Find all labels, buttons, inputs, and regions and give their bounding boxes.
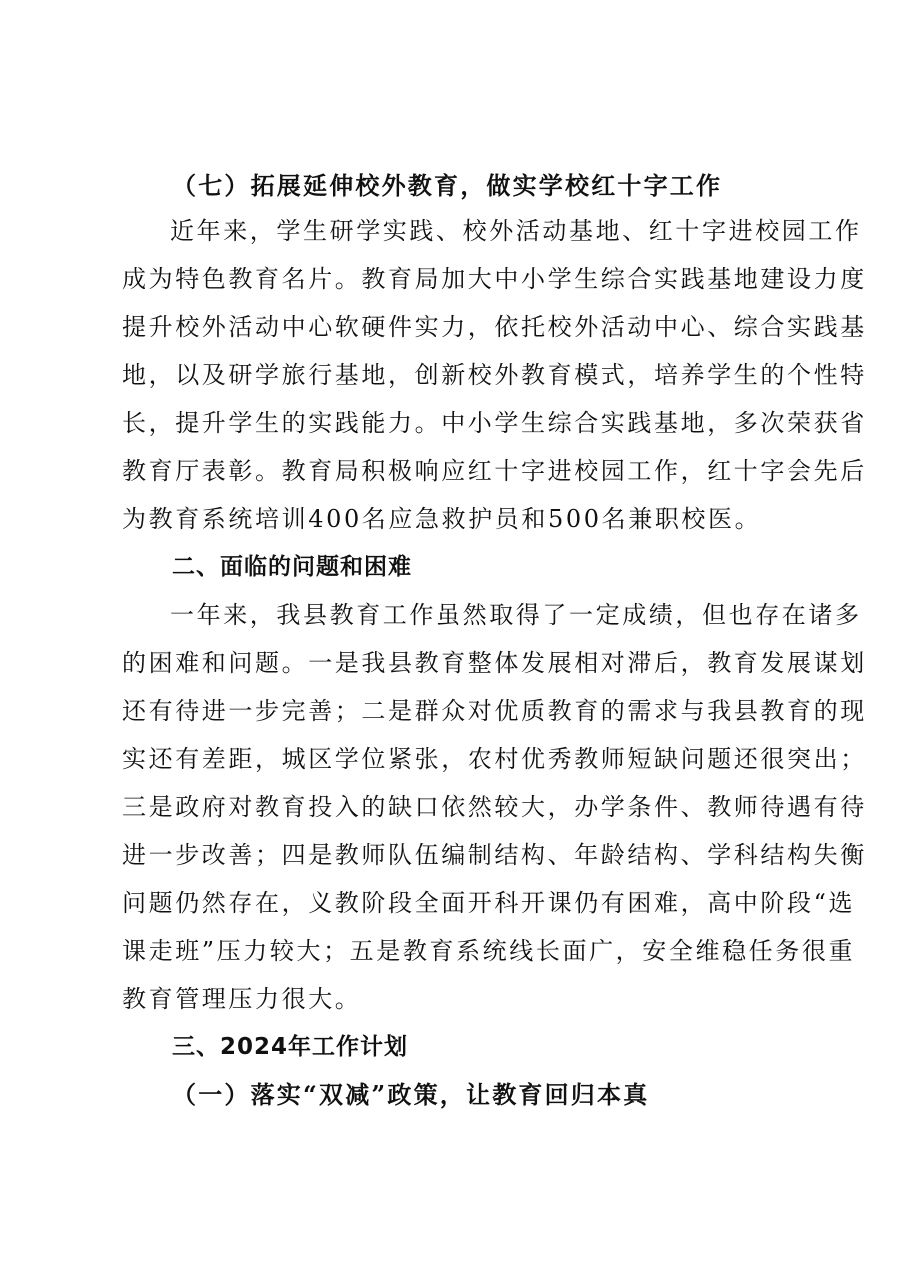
paragraph-2-line-1: 一年来，我县教育工作虽然取得了一定成绩，但也存在诸多 bbox=[170, 601, 862, 629]
paragraph-1-line-7: 为教育系统培训400名应急救护员和500名兼职校医。 bbox=[122, 505, 762, 533]
subsection-1-heading: （一）落实“双减”政策，让教育回归本真 bbox=[172, 1080, 650, 1109]
paragraph-2-line-6: 进一步改善；四是教师队伍编制结构、年龄结构、学科结构失衡 bbox=[122, 841, 867, 869]
paragraph-1-line-2: 成为特色教育名片。教育局加大中小学生综合实践基地建设力度 bbox=[122, 265, 867, 293]
paragraph-2-line-9: 教育管理压力很大。 bbox=[122, 985, 362, 1013]
paragraph-2-line-8: 课走班”压力较大；五是教育系统线长面广，安全维稳任务很重 bbox=[122, 937, 856, 965]
paragraph-1-line-1: 近年来，学生研学实践、校外活动基地、红十字进校园工作 bbox=[170, 217, 862, 245]
paragraph-2-line-2: 的困难和问题。一是我县教育整体发展相对滞后，教育发展谋划 bbox=[122, 649, 867, 677]
paragraph-2-line-3: 还有待进一步完善；二是群众对优质教育的需求与我县教育的现 bbox=[122, 697, 867, 725]
section-3-heading: 三、2024年工作计划 bbox=[172, 1034, 409, 1060]
section-7-title: （七）拓展延伸校外教育，做实学校红十字工作 bbox=[172, 171, 723, 200]
paragraph-2-line-7: 问题仍然存在，义教阶段全面开科开课仍有困难，高中阶段“选 bbox=[122, 889, 856, 917]
paragraph-1-line-6: 教育厅表彰。教育局积极响应红十字进校园工作，红十字会先后 bbox=[122, 457, 867, 485]
paragraph-1-line-3: 提升校外活动中心软硬件实力，依托校外活动中心、综合实践基 bbox=[122, 313, 867, 341]
paragraph-1-line-4: 地，以及研学旅行基地，创新校外教育模式，培养学生的个性特 bbox=[122, 361, 867, 389]
paragraph-2-line-4: 实还有差距，城区学位紧张，农村优秀教师短缺问题还很突出； bbox=[122, 745, 867, 773]
section-2-heading: 二、面临的问题和困难 bbox=[172, 554, 412, 580]
paragraph-1-line-5: 长，提升学生的实践能力。中小学生综合实践基地，多次荣获省 bbox=[122, 409, 867, 437]
paragraph-2-line-5: 三是政府对教育投入的缺口依然较大，办学条件、教师待遇有待 bbox=[122, 793, 867, 821]
